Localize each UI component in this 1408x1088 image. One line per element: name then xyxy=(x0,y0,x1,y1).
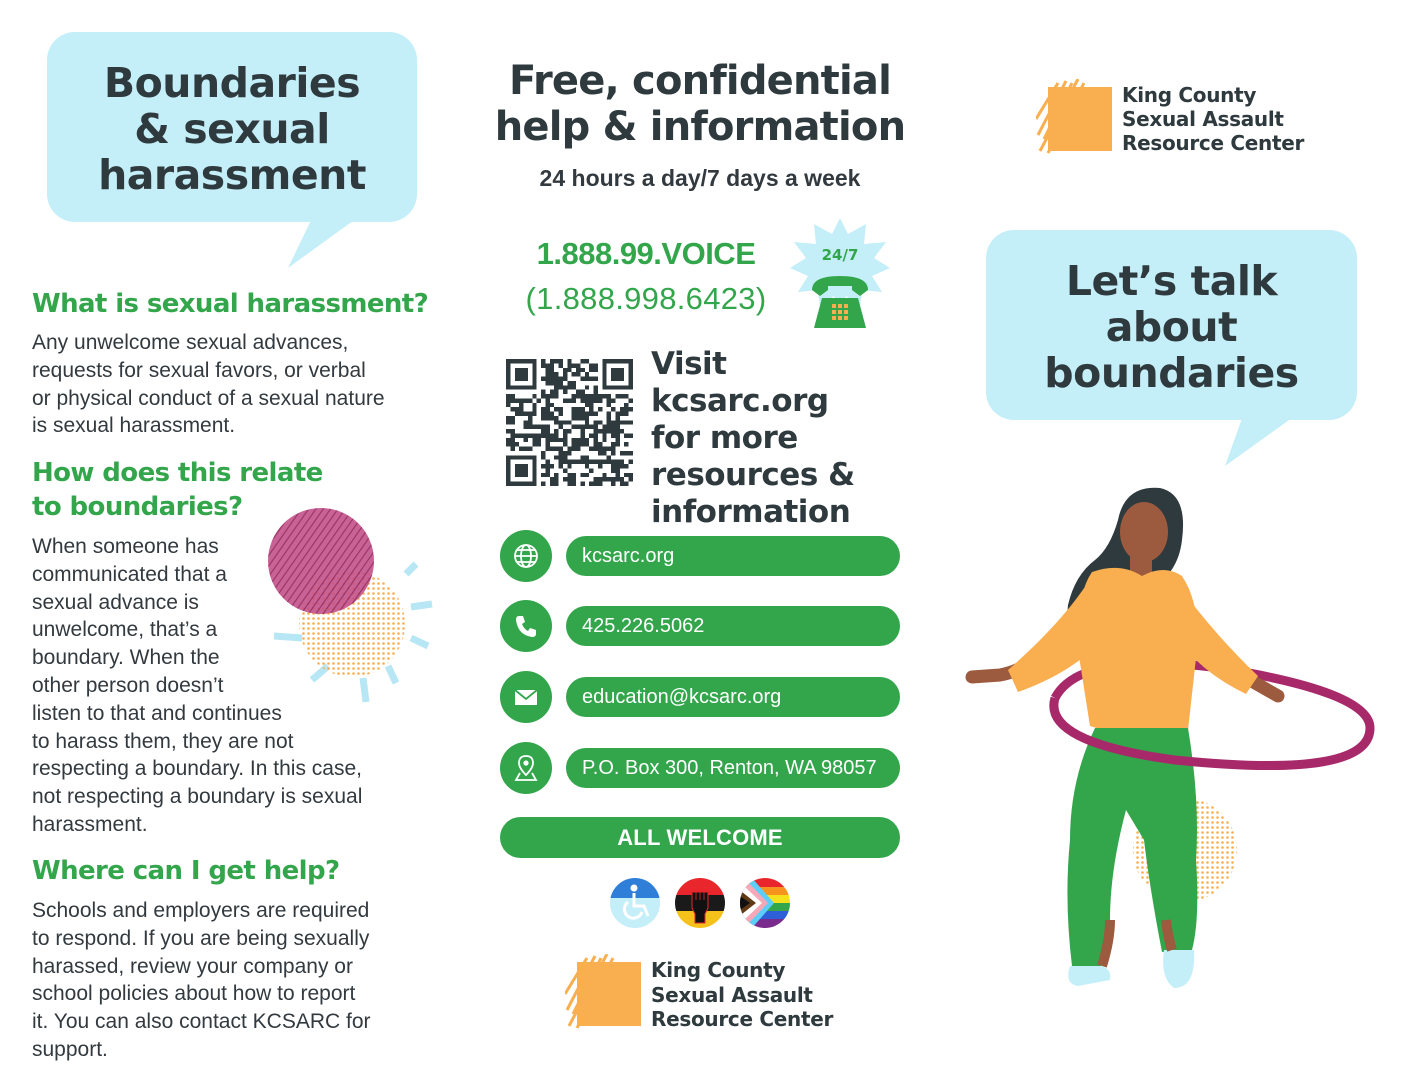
body-line: Schools and employers are required xyxy=(32,899,370,922)
body-line: to harass them, they are not xyxy=(32,729,294,753)
section-heading-get-help: Where can I get help? xyxy=(32,856,340,886)
body-line: or physical conduct of a sexual nature xyxy=(32,386,385,410)
body-line: school policies about how to report xyxy=(32,982,356,1006)
all-welcome-banner: ALL WELCOME xyxy=(500,817,900,858)
kcsarc-logo-mark xyxy=(1036,79,1116,155)
speech-bubble-tail xyxy=(288,210,378,270)
raised-fist-icon xyxy=(675,878,725,928)
body-line: Any unwelcome sexual advances, xyxy=(32,331,349,354)
title-line: help & information xyxy=(494,104,906,150)
contact-website-row[interactable] xyxy=(500,530,900,582)
body-line: communicated that a xyxy=(32,562,227,586)
badge-247-text: 24/7 xyxy=(821,246,859,264)
body-line: unwelcome, that’s a xyxy=(32,618,218,642)
title-line: Free, confidential xyxy=(508,58,892,104)
phone-icon xyxy=(500,600,552,652)
kcsarc-logo-bottom xyxy=(565,954,845,1034)
cover-speech-bubble xyxy=(986,230,1357,420)
globe-icon xyxy=(500,530,552,582)
woman-hula-hoop-illustration xyxy=(960,480,1390,1040)
logo-line: Resource Center xyxy=(651,1007,834,1031)
kcsarc-logo-mark xyxy=(565,954,645,1030)
body-line: harassed, review your company or xyxy=(32,954,353,978)
contact-email-row[interactable] xyxy=(500,671,900,723)
hotline-numeric-number[interactable]: (1.888.998.6423) xyxy=(525,281,767,316)
phone-link[interactable]: 425.226.5062 xyxy=(566,606,900,646)
logo-line: Sexual Assault xyxy=(651,982,813,1007)
hotline-vanity-number[interactable]: 1.888.99.VOICE xyxy=(536,236,756,271)
title-speech-bubble xyxy=(47,32,417,222)
body-line: When someone has xyxy=(32,535,219,558)
section-body-boundaries xyxy=(32,533,412,839)
title-line: about xyxy=(1105,303,1238,351)
body-line: sexual advance is xyxy=(32,590,199,614)
logo-line: Resource Center xyxy=(1122,131,1305,155)
body-line: support. xyxy=(32,1037,108,1061)
title-line: & sexual xyxy=(134,105,330,153)
section-heading-what-is: What is sexual harassment? xyxy=(32,289,429,319)
contact-address-row[interactable] xyxy=(500,742,900,794)
title-line: Let’s talk xyxy=(1065,257,1278,305)
body-line: it. You can also contact KCSARC for xyxy=(32,1010,371,1034)
logo-line: Sexual Assault xyxy=(1122,107,1284,131)
email-link[interactable]: education@kcsarc.org xyxy=(566,677,900,717)
hours-text: 24 hours a day/7 days a week xyxy=(539,165,861,191)
body-line: harassment. xyxy=(32,812,148,836)
telephone-247-icon xyxy=(790,216,890,336)
title-line: boundaries xyxy=(1044,349,1299,397)
cover-title xyxy=(986,230,1357,396)
address-text[interactable]: P.O. Box 300, Renton, WA 98057 xyxy=(566,748,900,788)
logo-line: King County xyxy=(1122,83,1257,107)
brochure-title xyxy=(47,32,417,198)
heading-line: How does this relate xyxy=(32,458,323,488)
speech-bubble-tail xyxy=(1225,410,1315,470)
section-body-what-is xyxy=(32,329,432,440)
progress-pride-icon xyxy=(740,878,790,928)
logo-line: King County xyxy=(651,958,786,982)
body-line: is sexual harassment. xyxy=(32,414,236,438)
visit-line: resources & xyxy=(651,457,855,493)
envelope-icon xyxy=(500,671,552,723)
body-line: to respond. If you are being sexually xyxy=(32,926,370,950)
body-line: requests for sexual favors, or verbal xyxy=(32,358,366,382)
body-line: boundary. When the xyxy=(32,646,220,670)
visit-line: for more xyxy=(651,420,798,456)
visit-line: Visit kcsarc.org xyxy=(651,346,829,419)
section-body-get-help xyxy=(32,897,422,1064)
kcsarc-logo-top xyxy=(1036,79,1316,159)
qr-code[interactable] xyxy=(506,359,633,486)
section-heading-boundaries xyxy=(32,456,332,524)
body-line: respecting a boundary. In this case, xyxy=(32,757,362,781)
body-line: listen to that and continues xyxy=(32,701,282,725)
body-line: not respecting a boundary is sexual xyxy=(32,785,363,809)
title-line: harassment xyxy=(98,151,366,199)
website-link[interactable]: kcsarc.org xyxy=(566,536,900,576)
help-title xyxy=(480,58,920,150)
heading-line: to boundaries? xyxy=(32,492,243,522)
visit-website-text xyxy=(651,346,911,531)
kcsarc-logo-text xyxy=(651,958,833,1032)
contact-phone-row[interactable] xyxy=(500,600,900,652)
title-line: Boundaries xyxy=(103,59,361,107)
kcsarc-logo-text xyxy=(1122,83,1304,155)
body-line: other person doesn’t xyxy=(32,673,224,697)
map-pin-icon xyxy=(500,742,552,794)
visit-line: information xyxy=(651,494,851,530)
accessibility-icon xyxy=(610,878,660,928)
